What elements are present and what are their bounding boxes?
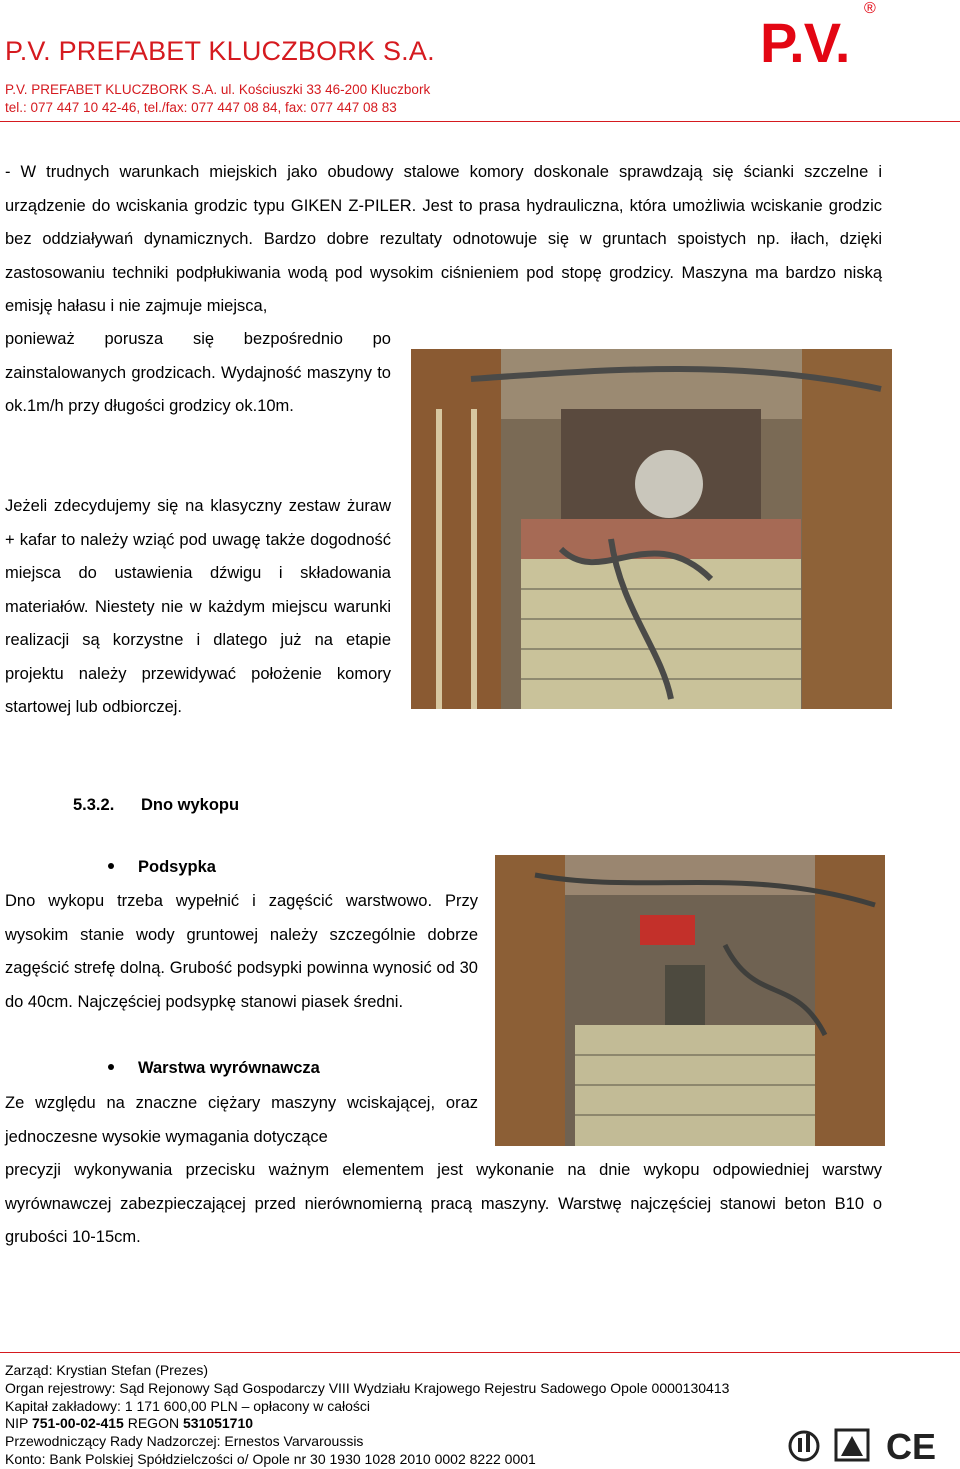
footer-registry: Organ rejestrowy: Sąd Rejonowy Sąd Gospodarczy VIII Wydziału Krajowego Rejestru Sadowego Opole 0000130413 [5,1380,730,1396]
quality-cert-icon [790,1432,818,1460]
section-heading [73,796,239,815]
bullet-icon [108,863,114,869]
company-address: P.V. PREFABET KLUCZBORK S.A. ul. Kościuszki 33 46-200 Kluczbork [5,82,431,97]
section-number: 5.3.2. [73,796,115,814]
footer-supervisory: Przewodniczący Rady Nadzorczej: Ernestos Varvaroussis [5,1433,364,1449]
ce-mark-icon [886,1426,936,1464]
bullet-label: Podsypka [138,858,216,876]
footer-bank: Konto: Bank Polskiej Spółdzielczości o/ Opole nr 30 1930 1028 2010 0002 8222 0001 [5,1451,536,1467]
photo-shaft-press [411,349,892,709]
nip-label: NIP [5,1415,32,1431]
regon-label: REGON [123,1415,183,1431]
header-divider [0,121,960,122]
paragraph-crane: Jeżeli zdecydujemy się na klasyczny zestaw żuraw + kafar to należy wziąć pod uwagę także dogodność miejsca do ustawienia dźwigu i składowania materiałów. Niestety nie w każdym miejscu warunki realizacji są korzystne i dlatego już na etapie projektu należy przewidywać położenie komory startowej lub odbiorczej. [5,497,391,716]
paragraph-giken-continued: ponieważ porusza się bezpośrednio po zainstalowanych grodzicach. Wydajność maszyny to ok.1m/h przy długości grodzicy ok.10m. [5,330,391,415]
registered-mark: ® [864,0,876,17]
paragraph-giken: - W trudnych warunkach miejskich jako obudowy stalowe komory doskonale sprawdzają się ścianki szczelne i urządzenie do wciskania grodzic typu GIKEN Z-PILER. Jest to prasa hydrauliczna, która umożliwia wciskanie grodzic bez oddziaływań dynamicznych. Bardzo dobre rezultaty odnotowuje się w gruntach spoistych np. iłach, dzięki zastosowaniu techniki podpłukiwania wodą pod wysokim ciśnieniem pod stopę grodzicy. Maszyna ma bardzo niską emisję hałasu i nie zajmuje miejsca, [5,163,882,315]
footer-divider [0,1352,960,1353]
nip-value: 751-00-02-415 [31,1415,124,1431]
bullet-label: Warstwa wyrównawcza [138,1059,320,1077]
ce-mark-text: CE [886,1426,937,1464]
photo-shaft-floor [495,855,885,1146]
pv-logo: P.V. [760,11,850,74]
paragraph-warstwa: Ze względu na znaczne ciężary maszyny wciskającej, oraz jednoczesne wysokie wymagania dotyczące [5,1094,478,1146]
footer-nip-regon [5,1415,253,1431]
bullet-warstwa [108,1059,320,1078]
paragraph-podsypka: Dno wykopu trzeba wypełnić i zagęścić warstwowo. Przy wysokim stanie wody gruntowej należy szczególnie dobrze zagęścić strefę dolną. Grubość podsypki powinna wynosić od 30 do 40cm. Najczęściej podsypkę stanowi piasek średni. [5,892,478,1011]
construction-cert-icon [836,1430,868,1460]
bullet-icon [108,1064,114,1070]
company-phones: tel.: 077 447 10 42-46, tel./fax: 077 447 08 84, fax: 077 447 08 83 [5,100,397,115]
footer-board: Zarząd: Krystian Stefan (Prezes) [5,1362,209,1378]
paragraph-warstwa-continued: precyzji wykonywania przecisku ważnym elementem jest wykonanie na dnie wykopu odpowiedniej warstwy wyrównawczej zabezpieczającej przed nierównomierną pracą maszyny. Warstwę najczęściej stanowi beton B10 o grubości 10-15cm. [5,1161,882,1246]
certification-logos [786,1420,958,1464]
footer-capital: Kapitał zakładowy: 1 171 600,00 PLN – opłacony w całości [5,1398,370,1414]
bullet-podsypka [108,858,216,877]
company-name: P.V. PREFABET KLUCZBORK S.A. [5,36,435,66]
section-title: Dno wykopu [141,796,240,814]
regon-value: 531051710 [182,1415,254,1431]
